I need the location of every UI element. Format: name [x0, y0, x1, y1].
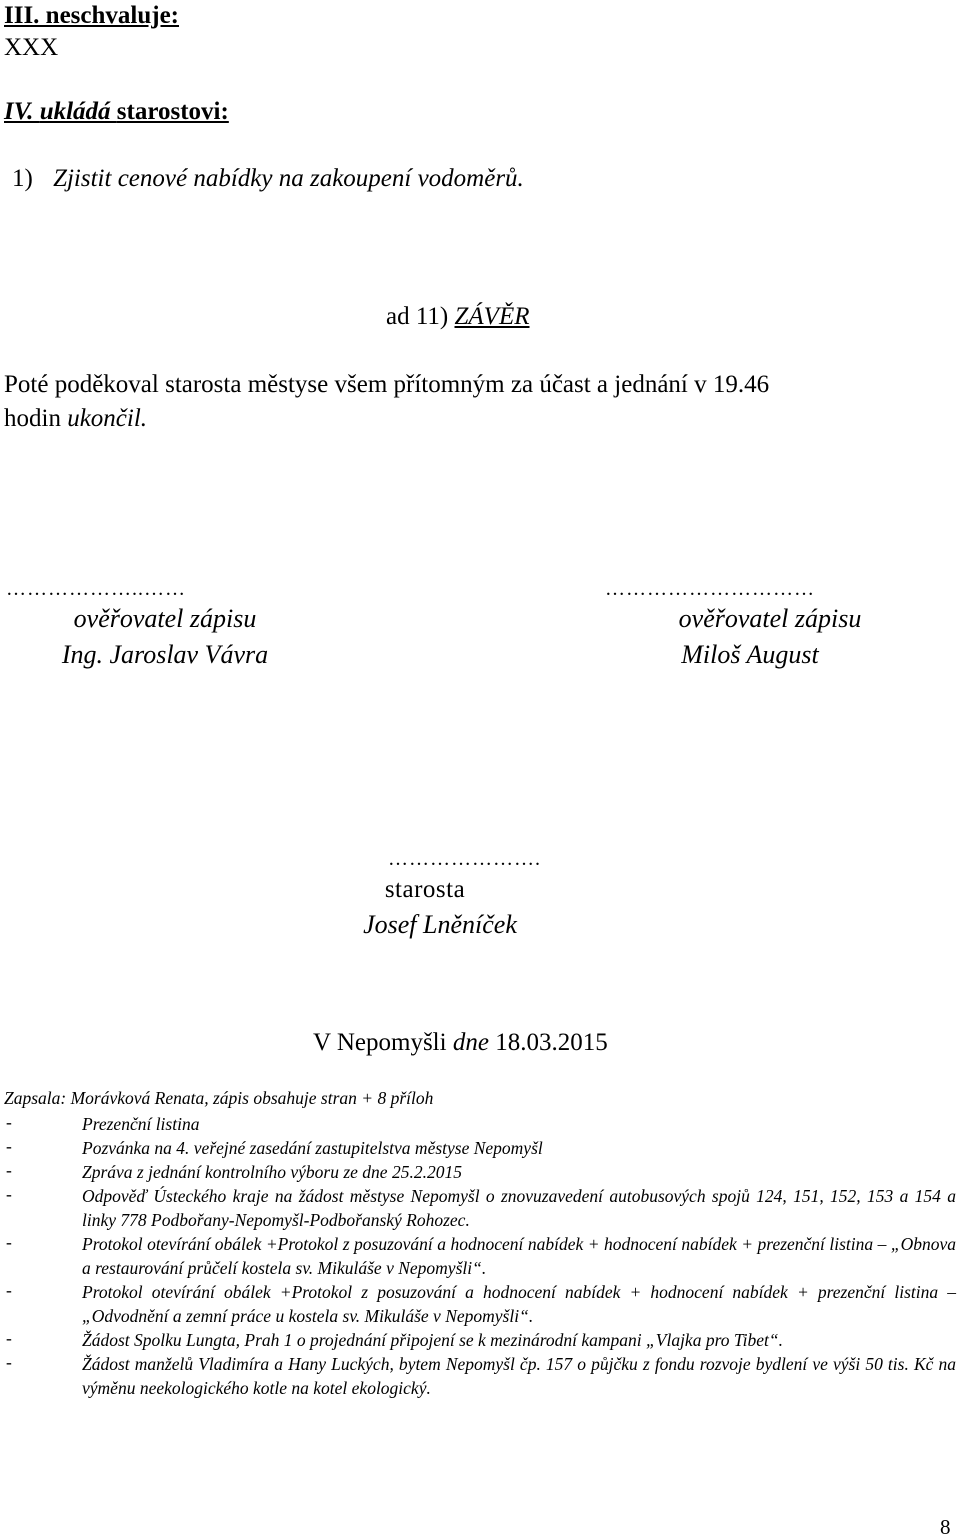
signature-left-role: ověřovatel zápisu — [73, 604, 257, 633]
signature-right-role: ověřovatel zápisu — [678, 604, 862, 633]
signature-mayor-name: Josef Lněníček — [363, 910, 517, 939]
signature-right-name: Miloš August — [681, 640, 819, 669]
signature-right-dots: ………………………… — [605, 578, 815, 600]
signature-left-name: Ing. Jaroslav Vávra — [61, 640, 269, 669]
closing-heading — [386, 303, 530, 331]
place-date-date: 18.03.2015 — [495, 1029, 608, 1056]
place-date-prefix: V Nepomyšli — [313, 1029, 453, 1056]
signature-mayor-role: starosta — [384, 876, 466, 903]
place-date-dne: dne — [452, 1029, 496, 1056]
section3-body: XXX — [4, 34, 59, 61]
section4-heading — [4, 98, 229, 126]
attachments-list: - Prezenční listina - Pozvánka na 4. veřejné zasedání zastupitelstva městyse Nepomyšl - Zpráva z jednání kontrolního výboru ze dne 25.2.2015 - Odpověď Ústeckého kraje na žádost městyse Nepomyšl o znovuzavedení autobusových spojů 124, 151, 152, 153 a 154 a linky 778 Podbořany-Nepomyšl-Podbořanský Rohozec. - Protokol otevírání obálek +Protokol z posuzování a hodnocení nabídek + hodnocení nabídek + prezenční listina – „Obnova a restaurování průčelí kostela sv. Mikuláše v Nepomyšli“. - Protokol otevírání obálek +Protokol z posuzování a hodnocení nabídek + hodnocení nabídek + prezenční listina – „Odvodnění a zemní práce u kostela sv. Mikuláše v Nepomyšli“. - Žádost Spolku Lungta, Prah 1 o projednání připojení se k mezinárodní kampani „Vlajka pro Tibet“. - Žádost manželů Vladimíra a Hany Luckých, bytem Nepomyšl čp. 157 o půjčku z fondu rozvoje bydlení ve výši 50 tis. Kč na výměnu neekologického kotle na kotel ekologický. — [6, 1112, 956, 1398]
section4-heading-rest: starostovi: — [116, 98, 229, 125]
place-date — [313, 1029, 608, 1057]
closing-line2-prefix: hodin — [4, 405, 68, 432]
closing-line2-italic: ukončil. — [67, 405, 148, 432]
signature-mayor-dots: …………………. — [388, 848, 541, 870]
closing-heading-title: ZÁVĚR — [454, 303, 530, 330]
closing-line2 — [4, 405, 147, 433]
section4-item-text: Zjistit cenové nabídky na zakoupení vodoměrů. — [53, 165, 524, 192]
page-number: 8 — [940, 1515, 951, 1539]
section3-heading: III. neschvaluje: — [4, 2, 180, 29]
closing-line1: Poté poděkoval starosta městyse všem přítomným za účast a jednání v 19.46 — [4, 371, 770, 398]
section4-heading-italic: ukládá — [39, 98, 117, 125]
section4-heading-roman: IV. — [4, 98, 40, 125]
section4-item-number: 1) — [12, 165, 33, 192]
signature-left-dots: ………………..…… — [6, 578, 186, 600]
recorded-by: Zapsala: Morávková Renata, zápis obsahuje stran + 8 příloh — [4, 1088, 434, 1108]
section4-item — [12, 165, 524, 193]
closing-heading-prefix: ad 11) — [386, 303, 455, 330]
